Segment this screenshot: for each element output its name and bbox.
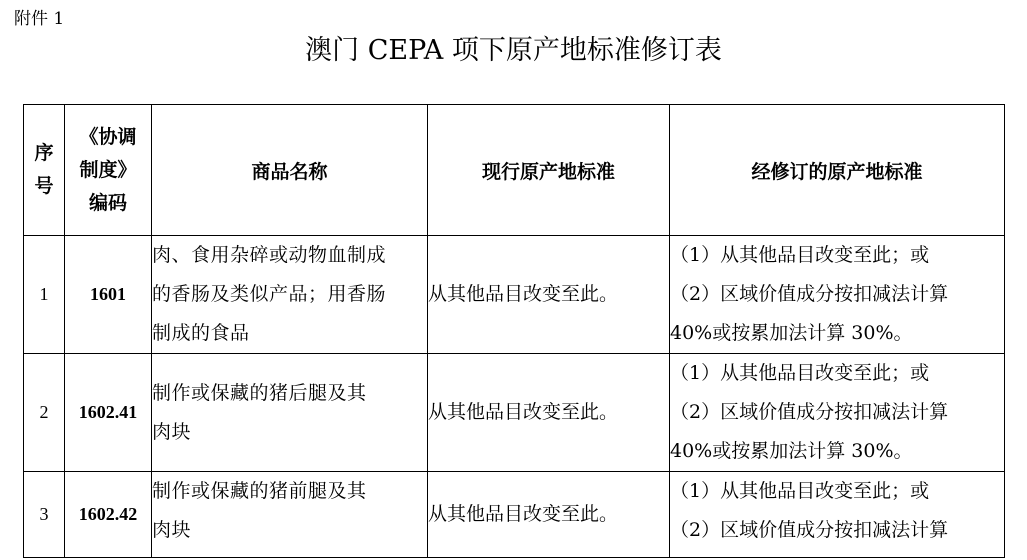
revised-standard-line: （1）从其他品目改变至此；或	[670, 244, 930, 266]
hs-code: 1602.42	[65, 472, 152, 558]
product-name-line: 肉块	[152, 420, 192, 443]
document-title: 澳门 CEPA 项下原产地标准修订表	[305, 35, 722, 66]
product-name	[152, 354, 428, 472]
revised-standard-line: （2）区域价值成分按扣减法计算	[670, 401, 949, 423]
table-header-row	[24, 105, 1005, 236]
header-hs-code	[65, 105, 152, 236]
header-hs-line: 《协调	[79, 125, 137, 148]
table-row	[24, 354, 1005, 472]
current-standard: 从其他品目改变至此。	[428, 472, 670, 558]
revised-standard-line: （1）从其他品目改变至此；或	[670, 480, 930, 502]
header-current-standard: 现行原产地标准	[428, 105, 670, 236]
header-seq-line: 序	[34, 142, 54, 164]
origin-rules-table	[23, 104, 1005, 558]
row-number: 3	[24, 472, 65, 558]
revised-standard-line: （1）从其他品目改变至此；或	[670, 362, 930, 384]
annex-label: 附件 1	[14, 9, 65, 29]
product-name-line: 制作或保藏的猪前腿及其	[152, 480, 367, 502]
product-name-line: 的香肠及类似产品；用香肠	[152, 283, 387, 305]
hs-code: 1602.41	[65, 354, 152, 472]
product-name	[152, 236, 428, 354]
hs-code: 1601	[65, 236, 152, 354]
revised-standard	[670, 354, 1005, 472]
table-row	[24, 472, 1005, 558]
header-seq-line: 号	[34, 175, 54, 197]
product-name-line: 制作或保藏的猪后腿及其	[152, 381, 367, 404]
revised-standard-line: 40%或按累加法计算 30%。	[670, 440, 913, 462]
header-revised-standard: 经修订的原产地标准	[670, 105, 1005, 236]
revised-standard-line: （2）区域价值成分按扣减法计算	[670, 283, 949, 305]
current-standard: 从其他品目改变至此。	[428, 236, 670, 354]
product-name	[152, 472, 428, 558]
revised-standard-line: （2）区域价值成分按扣减法计算	[670, 519, 949, 541]
header-hs-line: 制度》	[79, 158, 137, 181]
row-number: 2	[24, 354, 65, 472]
product-name-line: 肉块	[152, 519, 192, 541]
current-standard: 从其他品目改变至此。	[428, 354, 670, 472]
header-seq	[24, 105, 65, 236]
header-product-name: 商品名称	[152, 105, 428, 236]
product-name-line: 制成的食品	[152, 322, 250, 344]
table-row	[24, 236, 1005, 354]
product-name-line: 肉、食用杂碎或动物血制成	[152, 244, 387, 266]
header-hs-line: 编码	[88, 191, 127, 214]
revised-standard	[670, 472, 1005, 558]
revised-standard	[670, 236, 1005, 354]
revised-standard-line: 40%或按累加法计算 30%。	[670, 322, 913, 344]
row-number: 1	[24, 236, 65, 354]
